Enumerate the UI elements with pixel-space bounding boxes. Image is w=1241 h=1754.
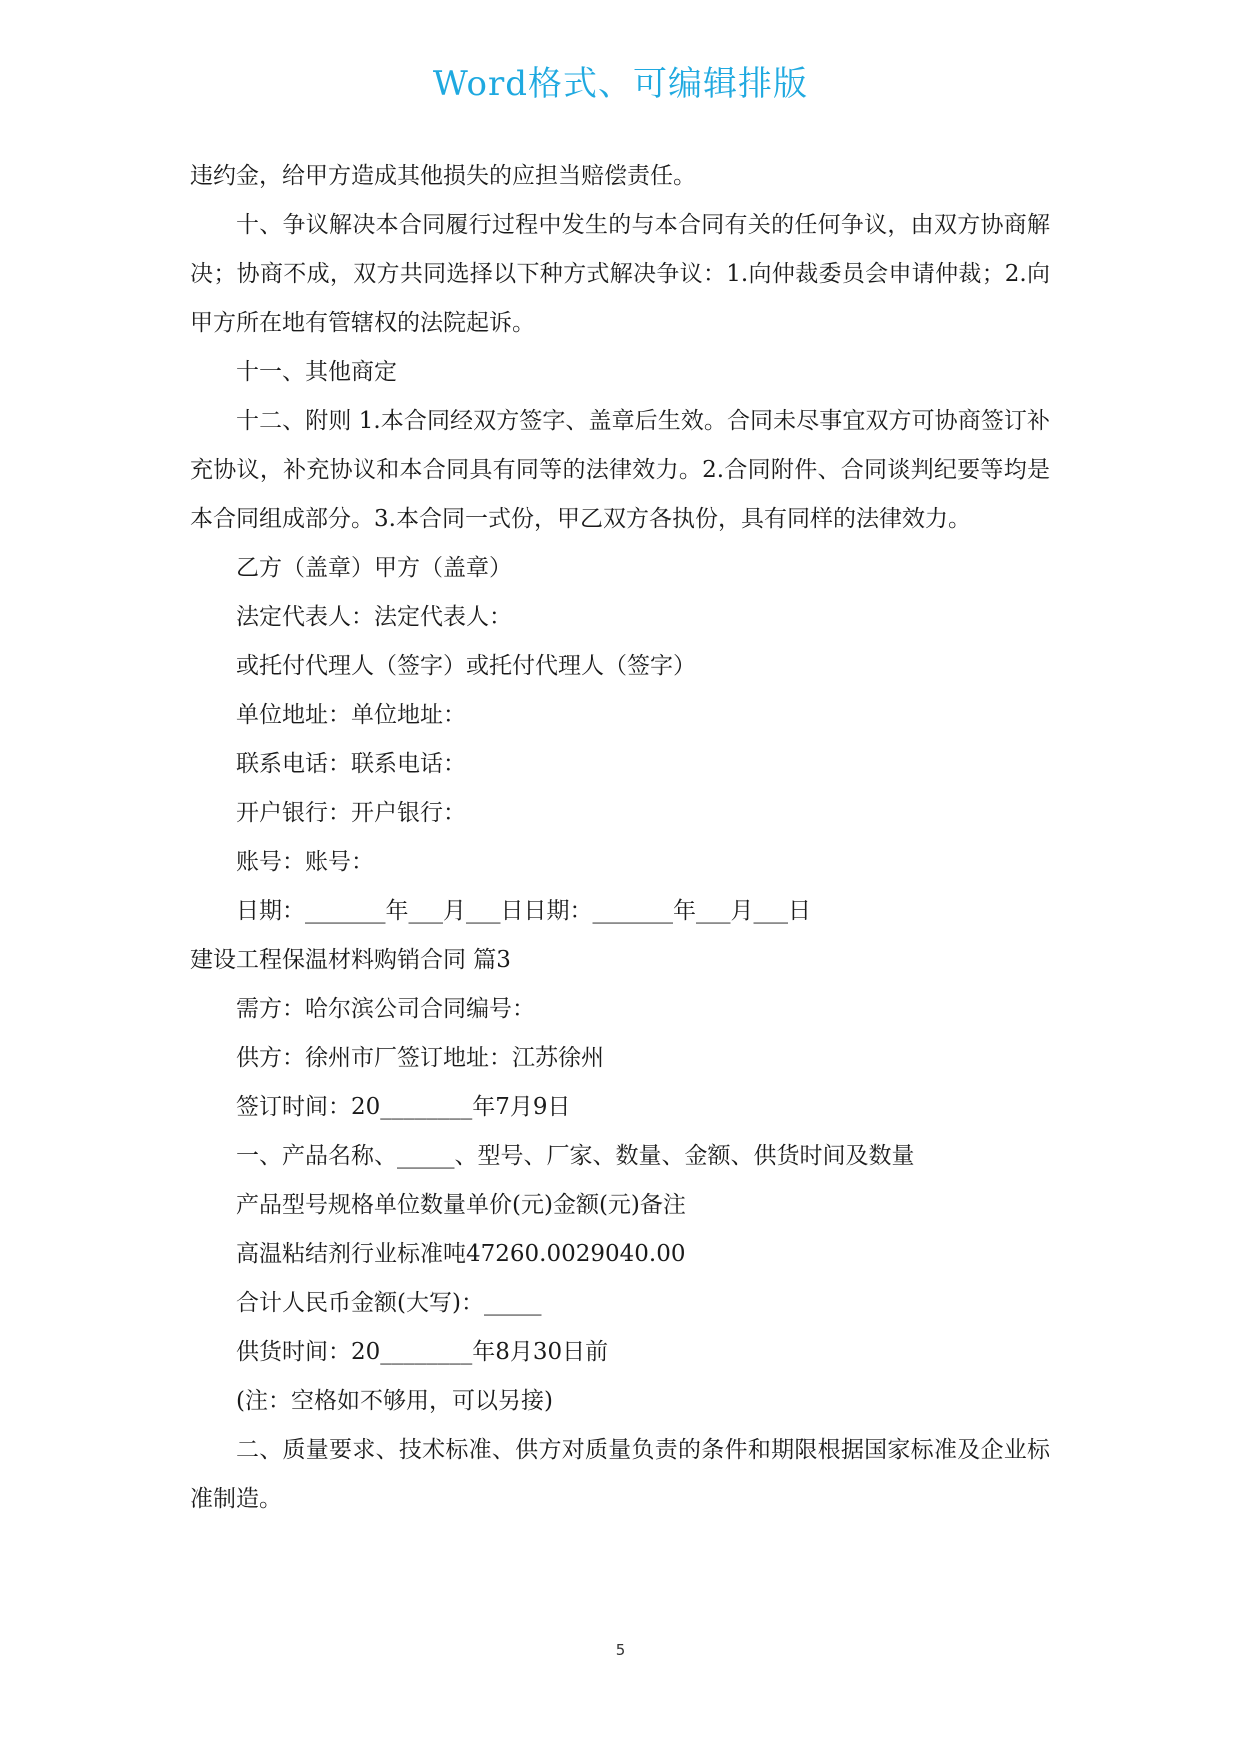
paragraph: 或托付代理人（签字）或托付代理人（签字） — [236, 653, 696, 679]
paragraph: 合计人民币金额(大写)：_____ — [236, 1290, 542, 1316]
paragraph: 账号：账号： — [236, 849, 374, 875]
paragraph: 需方：哈尔滨公司合同编号： — [236, 996, 535, 1022]
paragraph: 乙方（盖章）甲方（盖章） — [236, 555, 512, 581]
document-header-title: Word格式、可编辑排版 — [432, 64, 809, 104]
paragraph: 法定代表人：法定代表人： — [236, 604, 512, 630]
paragraph: 联系电话：联系电话： — [236, 751, 466, 777]
paragraph: 供货时间：20________年8月30日前 — [236, 1339, 609, 1365]
paragraph: 十、争议解决本合同履行过程中发生的与本合同有关的任何争议，由双方协商解决；协商不成，双方共同选择以下种方式解决争议：1.向仲裁委员会申请仲裁；2.向甲方所在地有管辖权的法院起诉。 — [190, 212, 1050, 336]
paragraph: 高温粘结剂行业标准吨47260.0029040.00 — [236, 1241, 686, 1267]
paragraph: 十二、附则 1.本合同经双方签字、盖章后生效。合同未尽事宜双方可协商签订补充协议，补充协议和本合同具有同等的法律效力。2.合同附件、合同谈判纪要等均是本合同组成部分。3.本合同一式份，甲乙双方各执份，具有同样的法律效力。 — [190, 408, 1050, 532]
paragraph: (注：空格如不够用，可以另接) — [236, 1388, 553, 1414]
paragraph: 日期：_______年___月___日日期：_______年___月___日 — [236, 898, 811, 924]
paragraph: 单位地址：单位地址： — [236, 702, 466, 728]
page-number: 5 — [615, 1641, 626, 1659]
paragraph: 二、质量要求、技术标准、供方对质量负责的条件和期限根据国家标准及企业标准制造。 — [190, 1437, 1050, 1512]
paragraph: 开户银行：开户银行： — [236, 800, 466, 826]
paragraph: 产品型号规格单位数量单价(元)金额(元)备注 — [236, 1192, 686, 1218]
document-body — [190, 152, 1050, 1524]
paragraph: 一、产品名称、_____、型号、厂家、数量、金额、供货时间及数量 — [236, 1143, 915, 1169]
paragraph: 供方：徐州市厂签订地址：江苏徐州 — [236, 1045, 604, 1071]
paragraph: 签订时间：20________年7月9日 — [236, 1094, 571, 1120]
paragraph: 违约金，给甲方造成其他损失的应担当赔偿责任。 — [190, 163, 696, 189]
paragraph: 十一、其他商定 — [236, 359, 397, 385]
section-heading: 建设工程保温材料购销合同 篇3 — [190, 947, 511, 973]
